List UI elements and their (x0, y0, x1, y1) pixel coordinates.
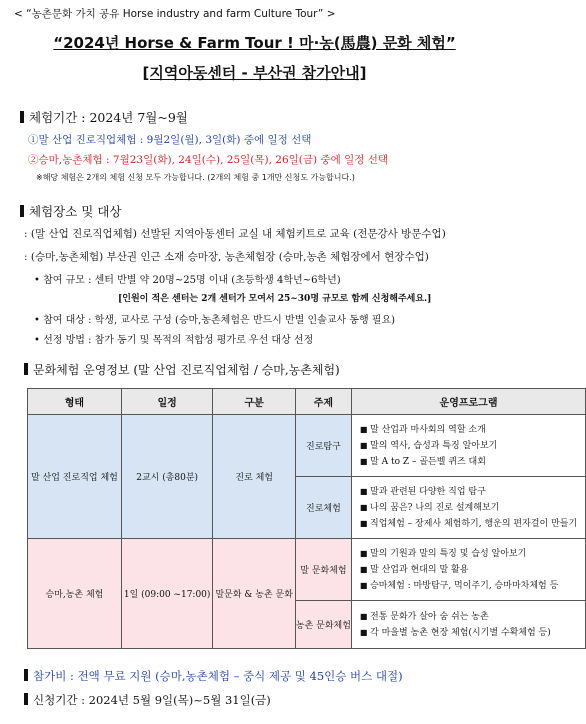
schedule-cell: 2교시 (총80분) (121, 415, 213, 539)
table-row (28, 539, 586, 601)
program-section (24, 361, 340, 378)
section-bullet-icon (20, 205, 24, 217)
topic-cell: 진로탐구 (295, 415, 351, 477)
form-cell: 승마,농촌 체험 (28, 539, 122, 649)
place-target: • 참여 대상 : 학생, 교사로 구성 (승마,농촌체험은 반드시 반별 인솔교사 동행 필요) (34, 315, 396, 326)
period-line-1: ①말 산업 진로직업체험 : 9월2일(월), 3일(화) 중에 일정 선택 (28, 134, 312, 146)
table-header-row (28, 389, 586, 415)
place-method: • 선정 방법 : 참가 동기 및 목적의 적합성 평가로 우선 대상 선정 (34, 335, 314, 346)
program-cell (351, 601, 585, 649)
list-item: ■ 말의 역사, 습성과 특징 알아보기 (360, 438, 577, 454)
program-cell (351, 539, 585, 601)
section-bullet-icon (24, 669, 28, 681)
apply-text: 신청기간 : 2024년 5월 9일(목)~5월 31일(금) (33, 693, 271, 707)
list-item: ■ 나의 꿈은? 나의 진로 설계해보기 (360, 500, 577, 516)
period-section (20, 108, 188, 126)
program-cell (351, 415, 585, 477)
period-note: ※해당 체험은 2개의 체험 신청 모두 가능합니다. (2개의 체험 중 1개만 신청도 가능합니다.) (36, 173, 355, 182)
list-item: ■ 말 산업과 현대의 말 활용 (360, 562, 577, 578)
list-item: ■ 말의 기원과 말의 특징 및 습성 알아보기 (360, 546, 577, 562)
section-bullet-icon (20, 111, 24, 123)
list-item: ■ 승마체험 : 마방탐구, 먹이주기, 승마마차체험 등 (360, 578, 577, 594)
program-table (27, 388, 586, 649)
period-label: 체험기간 : 2024년 7월~9월 (29, 110, 188, 125)
list-item: ■ 직업체험 – 장제사 체험하기, 행운의 편자걸이 만들기 (360, 516, 577, 532)
list-item: ■ 말과 관련된 다양한 직업 탐구 (360, 484, 577, 500)
apply-section (24, 692, 271, 708)
table-header: 주제 (295, 389, 351, 415)
fee-section (24, 668, 403, 684)
period-line-2: ②승마,농촌체험 : 7월23일(화), 24일(수), 25일(목), 26일(금) 중에 일정 선택 (28, 154, 388, 166)
program-cell (351, 477, 585, 539)
place-line-1: : (말 산업 진로직업체험) 선발된 지역아동센터 교실 내 체험키트로 교육 (전문강사 방문수업) (24, 228, 446, 240)
table-header: 구분 (213, 389, 295, 415)
section-bullet-icon (24, 363, 28, 375)
table-row (28, 415, 586, 477)
topic-cell: 말 문화체험 (295, 539, 351, 601)
table-header: 일정 (121, 389, 213, 415)
place-scale-note: [인원이 적은 센터는 2개 센터가 모여서 25~30명 규모로 함께 신청해주세요.] (118, 294, 432, 304)
page-subtitle: [지역아동센터 - 부산권 참가안내] (142, 64, 367, 82)
form-cell: 말 산업 진로직업 체험 (28, 415, 122, 539)
table-header: 운영프로그램 (351, 389, 585, 415)
list-item: ■ 말 산업과 마사회의 역할 소개 (360, 422, 577, 438)
category-cell: 진로 체험 (213, 415, 295, 539)
place-label: 체험장소 및 대상 (29, 204, 122, 219)
fee-text: 참가비 : 전액 무료 지원 (승마,농촌체험 – 중식 제공 및 45인승 버스 대절) (33, 669, 403, 683)
section-bullet-icon (24, 693, 28, 705)
program-label: 문화체험 운영정보 (말 산업 진로직업체험 / 승마,농촌체험) (33, 363, 340, 377)
page-title: “2024년 Horse & Farm Tour ! 마·농(馬農) 문화 체험” (53, 34, 456, 52)
category-cell: 말문화 & 농촌 문화 (213, 539, 295, 649)
list-item: ■ 각 마을별 농촌 현장 체험(시기별 수확체험 등) (360, 625, 577, 641)
table-header: 형태 (28, 389, 122, 415)
place-section (20, 202, 121, 220)
list-item: ■ 전통 문화가 살아 숨 쉬는 농촌 (360, 609, 577, 625)
place-line-2: : (승마,농촌체험) 부산권 인근 소재 승마장, 농촌체험장 (승마,농촌 체험장에서 현장수업) (24, 251, 429, 263)
schedule-cell: 1일 (09:00 ~17:00) (121, 539, 213, 649)
topic-cell: 농촌 문화체험 (295, 601, 351, 649)
topic-cell: 진로체험 (295, 477, 351, 539)
place-scale: • 참여 규모 : 센터 반별 약 20명~25명 이내 (초등학생 4학년~6학년) (34, 275, 341, 286)
series-title: < “농촌문화 가치 공유 Horse industry and farm Culture Tour” > (14, 8, 336, 20)
list-item: ■ 말 A to Z – 골든벨 퀴즈 대회 (360, 454, 577, 470)
